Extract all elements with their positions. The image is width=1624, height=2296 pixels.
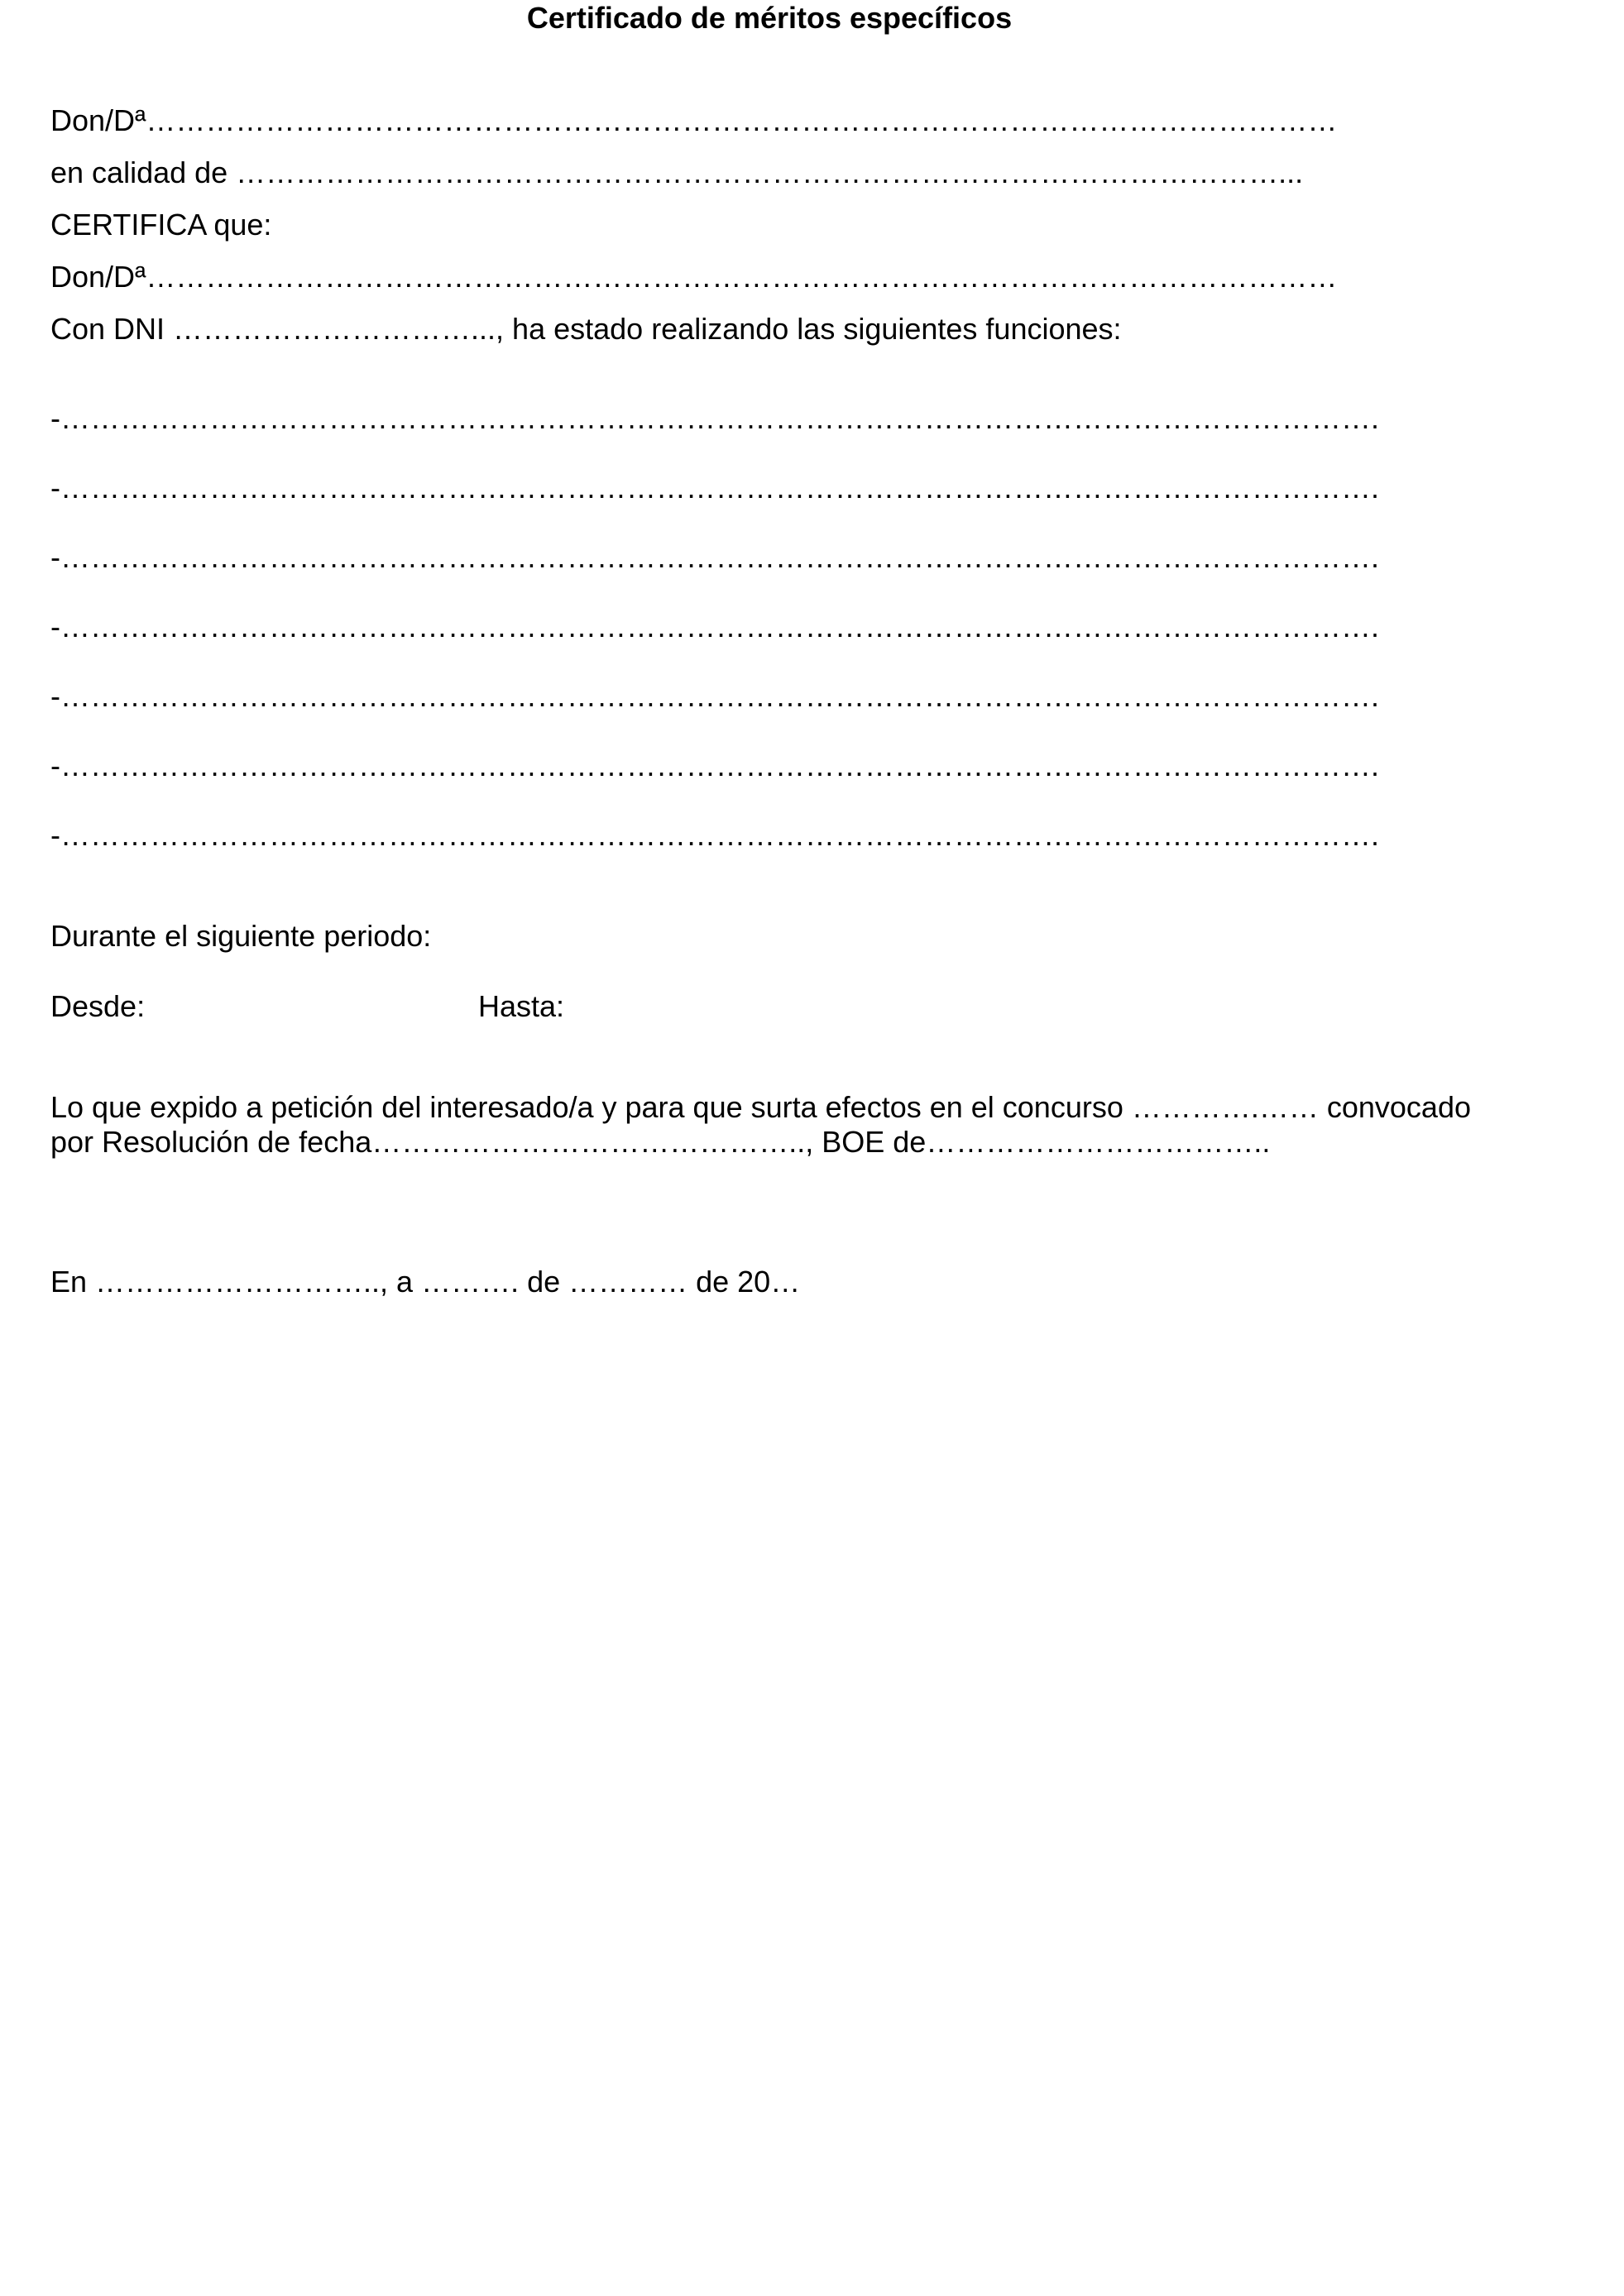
document-title: Certificado de méritos específicos <box>526 1 1013 35</box>
function-line-5: -……………………………………………………………………………………………………………………. <box>50 679 1379 713</box>
function-line-4: -……………………………………………………………………………………………………………………. <box>50 610 1379 643</box>
don-line-1: Don/Dª………………………………………………………………………………………………………… <box>50 103 1338 137</box>
closing-line-1: Lo que expido a petición del interesado/a y para que surta efectos en el concurso ………….…… convocado <box>50 1090 1471 1124</box>
closing-paragraph <box>50 1090 1507 1160</box>
certifica-line: CERTIFICA que: <box>50 208 272 242</box>
function-line-6: -……………………………………………………………………………………………………………………. <box>50 749 1379 782</box>
function-line-7: -……………………………………………………………………………………………………………………. <box>50 818 1379 852</box>
place-date-line: En ……………………….., a ………. de ………… de 20… <box>50 1265 801 1299</box>
hasta-label: Hasta: <box>478 989 565 1023</box>
function-line-3: -……………………………………………………………………………………………………………………. <box>50 540 1379 574</box>
period-intro: Durante el siguiente periodo: <box>50 919 432 953</box>
dni-line: Con DNI …………………………..., ha estado realizando las siguientes funciones: <box>50 312 1122 346</box>
calidad-line: en calidad de ……………………………………………………………………………………………... <box>50 155 1304 189</box>
function-line-1: -……………………………………………………………………………………………………………………. <box>50 401 1379 435</box>
function-line-2: -……………………………………………………………………………………………………………………. <box>50 471 1379 505</box>
don-line-2: Don/Dª………………………………………………………………………………………………………… <box>50 260 1338 294</box>
desde-label: Desde: <box>50 989 146 1023</box>
closing-line-2: por Resolución de fecha…………………………………….., BOE de…………………………….. <box>50 1125 1271 1159</box>
